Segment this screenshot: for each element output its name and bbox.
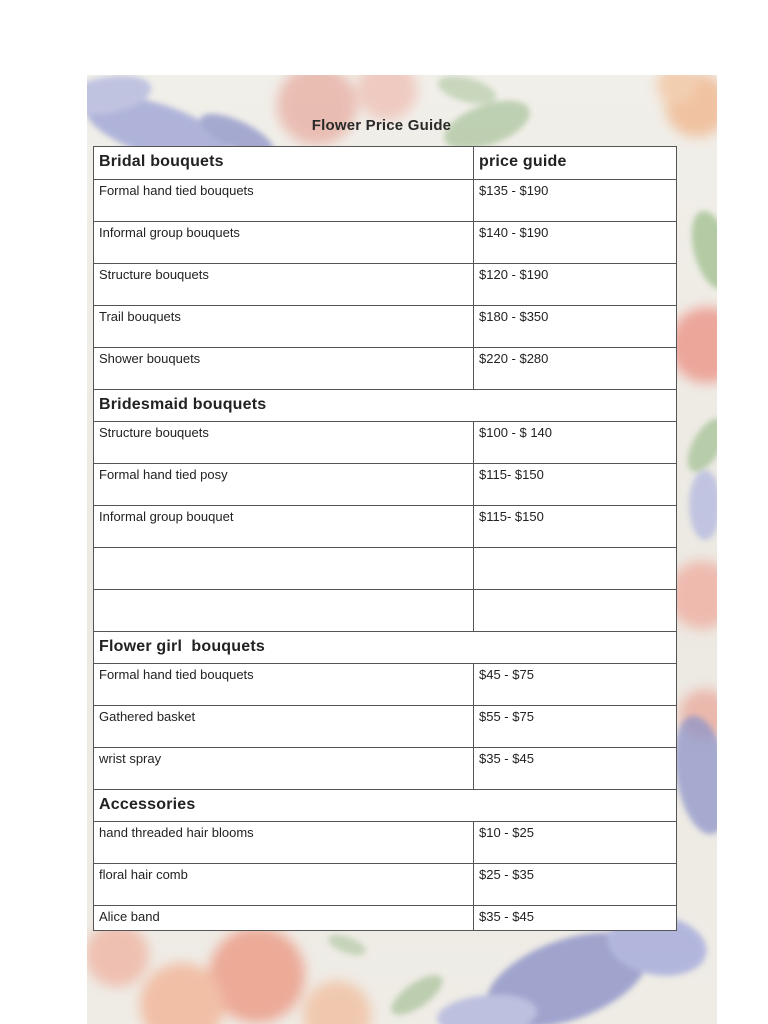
table-row bbox=[94, 306, 677, 348]
table-header-row bbox=[94, 147, 677, 180]
item-name: Shower bouquets bbox=[94, 348, 474, 390]
item-name: Trail bouquets bbox=[94, 306, 474, 348]
table-row bbox=[94, 464, 677, 506]
item-name: Structure bouquets bbox=[94, 422, 474, 464]
document-title: Flower Price Guide bbox=[311, 117, 452, 134]
item-price: $115- $150 bbox=[474, 506, 677, 548]
item-name: Formal hand tied posy bbox=[94, 464, 474, 506]
table-row-empty bbox=[94, 590, 677, 632]
table-row bbox=[94, 906, 677, 931]
section-row-bridesmaid bbox=[94, 390, 677, 422]
table-row bbox=[94, 264, 677, 306]
table-row bbox=[94, 664, 677, 706]
table-row bbox=[94, 748, 677, 790]
item-price: $180 - $350 bbox=[474, 306, 677, 348]
table-row bbox=[94, 222, 677, 264]
table-row bbox=[94, 348, 677, 390]
item-price: $140 - $190 bbox=[474, 222, 677, 264]
table-row bbox=[94, 506, 677, 548]
item-name: Gathered basket bbox=[94, 706, 474, 748]
item-name: wrist spray bbox=[94, 748, 474, 790]
section-heading-accessories: Accessories bbox=[94, 790, 677, 822]
item-price: $220 - $280 bbox=[474, 348, 677, 390]
item-name: hand threaded hair blooms bbox=[94, 822, 474, 864]
item-price: $100 - $ 140 bbox=[474, 422, 677, 464]
item-price bbox=[474, 590, 677, 632]
item-price: $55 - $75 bbox=[474, 706, 677, 748]
item-name: Formal hand tied bouquets bbox=[94, 664, 474, 706]
section-row-flower-girl bbox=[94, 632, 677, 664]
item-name: Informal group bouquet bbox=[94, 506, 474, 548]
section-row-accessories bbox=[94, 790, 677, 822]
section-heading-bridal-bouquets: Bridal bouquets bbox=[94, 147, 474, 180]
item-price: $25 - $35 bbox=[474, 864, 677, 906]
section-heading-flower-girl-bouquets: Flower girl bouquets bbox=[94, 632, 677, 664]
item-price: $135 - $190 bbox=[474, 180, 677, 222]
document-page bbox=[87, 75, 717, 1024]
table-row bbox=[94, 822, 677, 864]
item-name: Structure bouquets bbox=[94, 264, 474, 306]
item-price: $120 - $190 bbox=[474, 264, 677, 306]
table-row bbox=[94, 180, 677, 222]
item-price: $115- $150 bbox=[474, 464, 677, 506]
item-price: $35 - $45 bbox=[474, 748, 677, 790]
item-price: $10 - $25 bbox=[474, 822, 677, 864]
table-row bbox=[94, 864, 677, 906]
table-row-empty bbox=[94, 548, 677, 590]
column-header-price-guide: price guide bbox=[474, 147, 677, 180]
price-table bbox=[93, 146, 677, 931]
item-name bbox=[94, 590, 474, 632]
item-name: floral hair comb bbox=[94, 864, 474, 906]
item-name: Formal hand tied bouquets bbox=[94, 180, 474, 222]
item-name bbox=[94, 548, 474, 590]
table-row bbox=[94, 706, 677, 748]
item-name: Informal group bouquets bbox=[94, 222, 474, 264]
item-price bbox=[474, 548, 677, 590]
table-row bbox=[94, 422, 677, 464]
section-heading-bridesmaid-bouquets: Bridesmaid bouquets bbox=[94, 390, 677, 422]
item-price: $35 - $45 bbox=[474, 906, 677, 931]
item-price: $45 - $75 bbox=[474, 664, 677, 706]
item-name: Alice band bbox=[94, 906, 474, 931]
